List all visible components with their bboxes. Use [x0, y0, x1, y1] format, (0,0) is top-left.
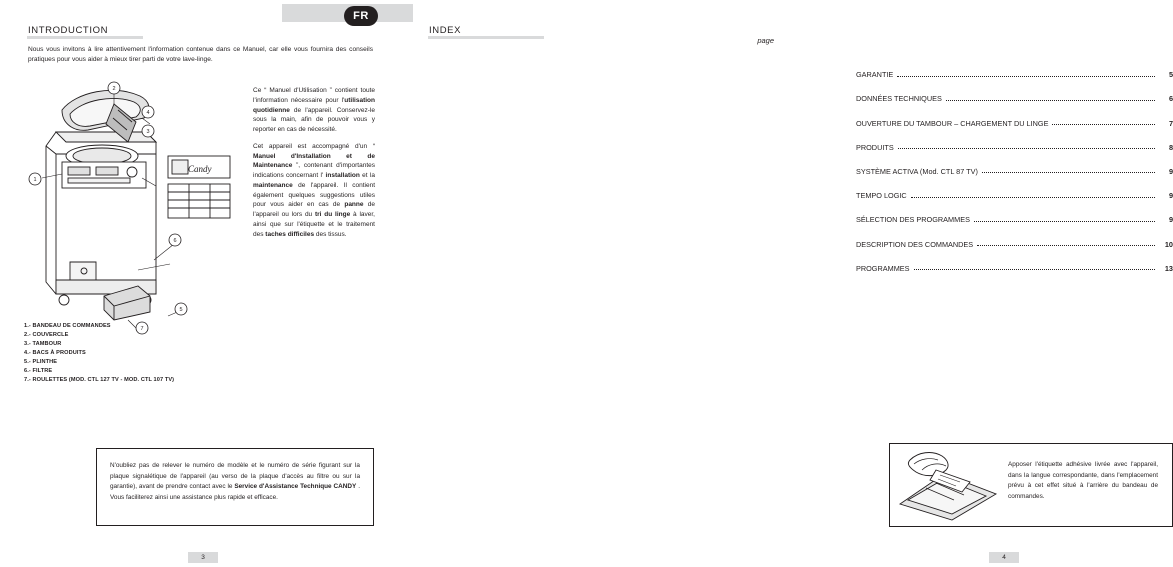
note-box-label-sticker — [889, 443, 1173, 527]
toc-page: 10 — [1164, 239, 1173, 249]
toc-leader — [898, 147, 1155, 149]
callout-7: 7 — [140, 326, 144, 332]
toc-row[interactable] — [856, 79, 1173, 103]
toc-leader — [914, 268, 1155, 270]
callout-2: 2 — [112, 86, 116, 92]
toc-label: OUVERTURE DU TAMBOUR – CHARGEMENT DU LINGE — [856, 118, 1049, 128]
left-page — [0, 0, 401, 567]
toc-leader — [974, 220, 1155, 222]
toc-row[interactable] — [856, 224, 1173, 248]
callout-3: 3 — [146, 129, 150, 135]
note-box-service — [96, 448, 374, 526]
brand-logo: Candy — [188, 164, 212, 174]
toc-page: 13 — [1164, 263, 1173, 273]
index-underline — [428, 36, 544, 39]
callout-4: 4 — [146, 110, 150, 116]
toc-label: GARANTIE — [856, 70, 894, 80]
illustration-legend — [24, 322, 174, 385]
toc-row[interactable] — [856, 249, 1173, 273]
toc-row[interactable] — [856, 103, 1173, 127]
callout-5: 5 — [179, 307, 183, 313]
toc-leader — [977, 244, 1155, 246]
legend-item: 4.- BACS À PRODUITS — [24, 350, 86, 357]
legend-item: 7.- ROULETTES (MOD. CTL 127 TV - MOD. CTL 107 TV) — [24, 377, 175, 384]
toc-page: 8 — [1168, 142, 1173, 152]
legend-item: 5.- PLINTHE — [24, 359, 58, 366]
toc-leader — [946, 99, 1155, 101]
page-title-index: INDEX — [429, 25, 462, 36]
toc-page: 6 — [1168, 94, 1173, 104]
toc-page: 9 — [1168, 166, 1173, 176]
callout-1: 1 — [33, 177, 37, 183]
legend-item: 3.- TAMBOUR — [24, 341, 62, 348]
toc-row[interactable] — [856, 176, 1173, 200]
washing-machine-illustration — [18, 74, 248, 334]
toc-leader — [911, 196, 1155, 198]
right-page — [401, 0, 1173, 567]
introduction-paragraph: Nous vous invitons à lire attentivement l'information contenue dans ce Manuel, car elle vous fournira des conseils pratiques pour vous aider à mieux tirer parti de votre lave-linge. — [28, 46, 373, 64]
legend-item: 2.- COUVERCLE — [24, 332, 69, 339]
toc-row[interactable] — [856, 128, 1173, 152]
toc-row[interactable] — [856, 55, 1173, 79]
toc-row[interactable] — [856, 152, 1173, 176]
page-number-left: 3 — [188, 552, 218, 563]
legend-item: 1.- BANDEAU DE COMMANDES — [24, 323, 111, 329]
language-badge: FR — [344, 6, 378, 26]
toc-page: 9 — [1168, 215, 1173, 225]
toc-label: PROGRAMMES — [856, 263, 910, 273]
column-paragraph-1: Ce “ Manuel d'Utilisation ” contient toute l'information nécessaire pour l'utilisation quotidienne de l'appareil. Conservez-le sous la main, afin de pouvoir vous y reporter en cas de nécessité. — [253, 87, 375, 133]
column-paragraph-2: Cet appareil est accompagné d'un “ Manuel d'Installation et de Maintenance ”, contenant d'importantes indications concernant l' installation et la maintenance de l'appareil. Il contient également quelques suggestions utiles pour vous aider en cas de panne de l'appareil ou lors du tri du linge à laver, ainsi que sur l'étiquette et le traitement des taches difficiles des tissus. — [253, 142, 375, 238]
toc-row[interactable] — [856, 200, 1173, 224]
table-of-contents — [856, 55, 1173, 273]
introduction-underline — [27, 36, 143, 39]
toc-page: 5 — [1168, 70, 1173, 80]
page-number-right: 4 — [989, 552, 1019, 563]
toc-label: SÉLECTION DES PROGRAMMES — [856, 215, 970, 225]
toc-page: 9 — [1168, 191, 1173, 201]
note-sticker-text: Apposer l'étiquette adhésive livrée avec l'appareil, dans la langue correspondante, dans l'emplacement prévu à cet effet situé à l'arrière du bandeau de commandes. — [1008, 461, 1158, 500]
toc-label: PRODUITS — [856, 142, 894, 152]
toc-label: DONNÉES TECHNIQUES — [856, 94, 942, 104]
toc-label: SYSTÈME ACTIVA (Mod. CTL 87 TV) — [856, 166, 978, 176]
introduction-column-text — [253, 86, 375, 246]
page-title-introduction: INTRODUCTION — [28, 25, 109, 36]
toc-leader — [1052, 123, 1155, 125]
toc-leader — [982, 171, 1155, 173]
toc-leader — [897, 75, 1155, 77]
legend-item: 6.- FILTRE — [24, 368, 53, 375]
callout-6: 6 — [173, 238, 177, 244]
note-service-text: N'oubliez pas de relever le numéro de modèle et le numéro de série figurant sur la plaque signalétique de l'appareil (au verso de la plaque d'accès au filtre ou sur la garantie), avant de prendre contact avec le Service d'Assistance Technique CANDY . Vous faciliterez ainsi une assistance plus rapide et efficace. — [110, 462, 360, 501]
sticker-application-illustration — [892, 444, 1004, 526]
toc-label: DESCRIPTION DES COMMANDES — [856, 239, 974, 249]
toc-page: 7 — [1168, 118, 1173, 128]
toc-label: TEMPO LOGIC — [856, 191, 907, 201]
index-page-label: page — [757, 36, 774, 45]
